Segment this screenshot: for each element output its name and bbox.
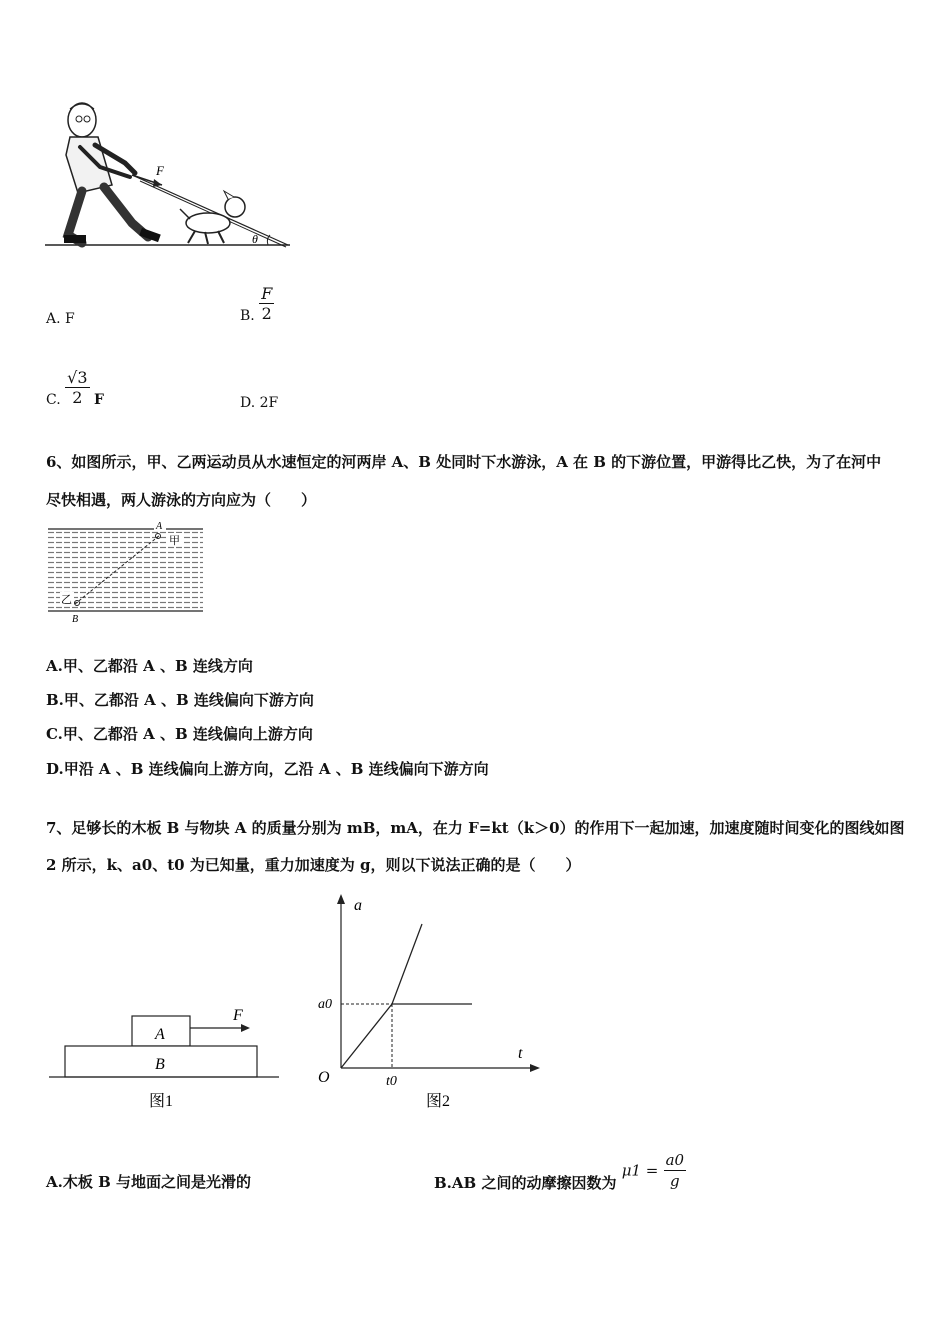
river-label-a: A (156, 521, 163, 532)
q5-b-denominator: 2 (261, 304, 272, 323)
blocks-figure (45, 1000, 285, 1115)
q7-b-denominator: g (670, 1172, 680, 1190)
man-dog-figure (40, 95, 300, 255)
x-axis-label: t (518, 1045, 523, 1062)
q5-option-c-suffix: F (93, 391, 104, 408)
q6-stem-line1: 6、如图所示，甲、乙两运动员从水速恒定的河两岸 A、B 处同时下水游泳，A 在 B 的下游位置，甲游得比乙快，为了在河中 (46, 453, 882, 471)
q6-stem-line2: 尽快相遇，两人游泳的方向应为（ ） (46, 491, 317, 509)
q5-option-b-prefix: B. (240, 307, 255, 324)
q5-option-b (240, 284, 274, 323)
acceleration-time-graph (310, 890, 550, 1115)
q5-c-numerator: √3 (67, 368, 88, 387)
q7-option-b-fraction (664, 1150, 687, 1191)
fig2-caption: 图2 (426, 1093, 451, 1110)
block-a-acceleration-line (392, 924, 422, 1004)
y-axis-label: a (354, 897, 362, 914)
fig1-caption: 图1 (149, 1093, 174, 1110)
q5-option-b-fraction (259, 284, 274, 323)
q7-option-b-mu: μ1 = (621, 1161, 659, 1180)
q5-c-denominator: 2 (72, 388, 83, 407)
shared-acceleration-line (341, 1004, 392, 1068)
q5-option-c-fraction (65, 368, 89, 407)
block-b-label: B (155, 1056, 165, 1073)
q5-option-c-prefix: C. (46, 391, 61, 408)
q7-option-b-prefix: B.AB 之间的动摩擦因数为 (434, 1173, 617, 1192)
river-label-yi: 乙 (61, 594, 72, 606)
angle-label: θ (252, 232, 258, 246)
q6-option-a: A.甲、乙都沿 A 、B 连线方向 (46, 657, 253, 675)
q5-option-d: D. 2F (240, 395, 279, 411)
q7-stem-line1: 7、足够长的木板 B 与物块 A 的质量分别为 mB，mA，在力 F=kt（k＞0）的作用下一起加速，加速度随时间变化的图线如图 (46, 819, 905, 837)
force-label-f: F (156, 163, 164, 178)
river-figure (40, 515, 210, 625)
a0-tick-label: a0 (318, 997, 332, 1012)
block-a-label: A (155, 1026, 165, 1043)
origin-label: O (318, 1069, 330, 1086)
q5-b-numerator: F (261, 284, 273, 303)
q7-option-b (434, 1150, 686, 1191)
q7-option-a: A.木板 B 与地面之间是光滑的 (46, 1173, 251, 1191)
river-label-b: B (72, 614, 79, 625)
force-label: F (233, 1007, 243, 1024)
q5-option-a: A. F (46, 311, 75, 327)
q6-option-c: C.甲、乙都沿 A 、B 连线偏向上游方向 (46, 725, 313, 743)
t0-tick-label: t0 (386, 1074, 397, 1089)
river-label-jia: 甲 (169, 535, 180, 547)
q7-stem-line2: 2 所示，k、a0、t0 为已知量，重力加速度为 g，则以下说法正确的是（ ） (46, 856, 581, 874)
q5-option-c (46, 368, 104, 407)
q7-b-numerator: a0 (665, 1151, 685, 1169)
q6-option-b: B.甲、乙都沿 A 、B 连线偏向下游方向 (46, 691, 314, 709)
q6-option-d: D.甲沿 A 、B 连线偏向上游方向，乙沿 A 、B 连线偏向下游方向 (46, 760, 489, 778)
